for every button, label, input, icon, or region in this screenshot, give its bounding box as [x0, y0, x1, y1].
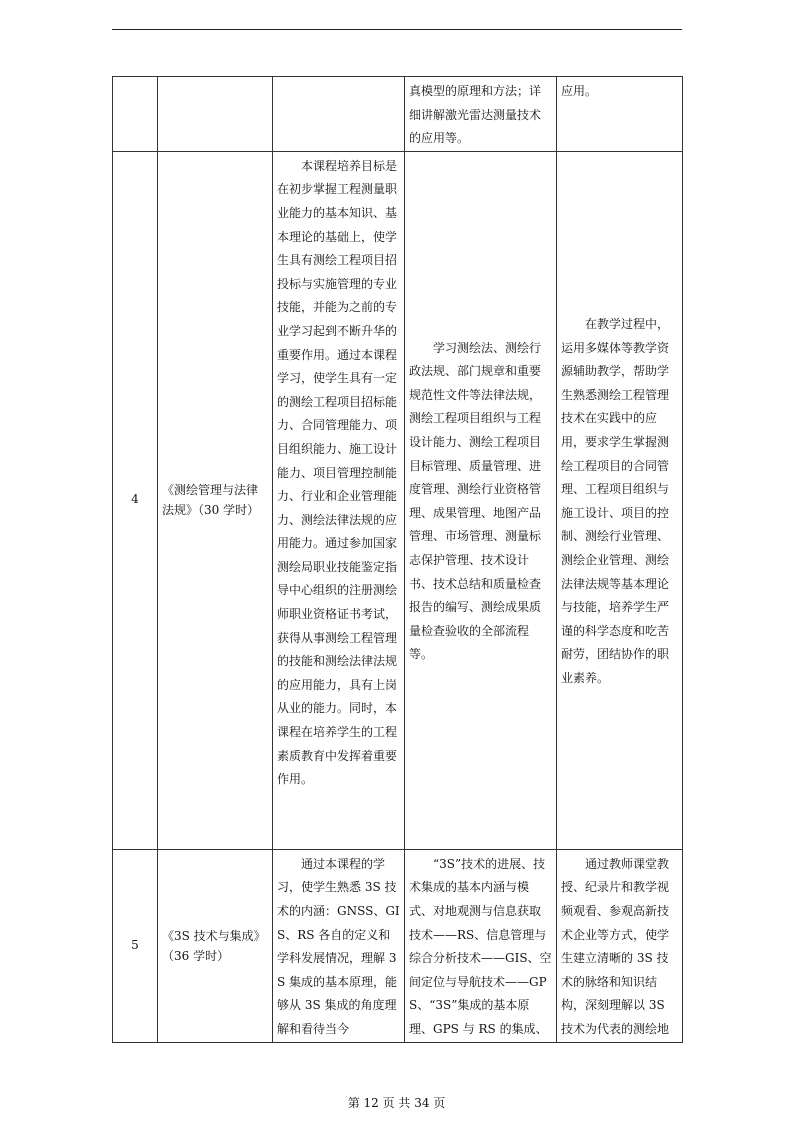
row-number-cell: 4: [113, 151, 158, 849]
course-name-cell: 《测绘管理与法律法规》（30 学时）: [158, 151, 273, 849]
course-content-cell: [405, 849, 557, 1042]
course-goal-text: 本课程培养目标是在初步掌握工程测量职业能力的基本知识、基本理论的基础上，使学生具有测绘工程项目招投标与实施管理的专业技能，并能为之前的专业学习起到不断升华的重要作用。通过本课程学习，使学生具有一定的测绘工程项目招标能力、合同管理能力、项目组织能力、施工设计能力、项目管理控制能力、行业和企业管理能力、测绘法律法规的应用能力。通过参加国家测绘局职业技能鉴定指导中心组织的注册测绘师职业资格证书考试，获得从事测绘工程管理的技能和测绘法律法规的应用能力，具有上岗从业的能力。同时，本课程在培养学生的工程素质教育中发挥着重要作用。: [277, 158, 398, 787]
course-content-cell: [405, 77, 557, 152]
table-row: [113, 849, 683, 1042]
course-goal-cell: [273, 849, 405, 1042]
course-goal-cell: [273, 151, 405, 849]
row-number-cell: 5: [113, 849, 158, 1042]
teaching-method-text: 通过教师课堂教授、纪录片和教学视频观看、参观高新技术企业等方式，使学生建立清晰的 3S 技术的脉络和知识结构，深刻理解以 3S 技术为代表的测绘地: [561, 856, 670, 1036]
teaching-method-text: 在教学过程中，运用多媒体等教学资源辅助教学，帮助学生熟悉测绘工程管理技术在实践中的应用，要求学生掌握测绘工程项目的合同管理、工程项目组织与施工设计、项目的控制、测绘行业管理、测绘企业管理、测绘法律法规等基本理论与技能，培养学生严谨的科学态度和吃苦耐劳，团结协作的职业素养。: [561, 317, 670, 685]
row-number-cell: [113, 77, 158, 152]
course-content-text: “3S”技术的进展、技术集成的基本内涵与模式、对地观测与信息获取技术——RS、信息管理与综合分析技术——GIS、空间定位与导航技术——GPS、“3S”集成的基本原理、GPS 与 RS 的集成、: [409, 856, 552, 1036]
teaching-method-text: 应用。: [561, 84, 598, 98]
header-rule: [112, 29, 682, 30]
teaching-method-cell: [557, 849, 683, 1042]
teaching-method-cell: [557, 77, 683, 152]
page-number-footer: 第 12 页 共 34 页: [347, 1096, 446, 1110]
course-content-text: 学习测绘法、测绘行政法规、部门规章和重要规范性文件等法律法规，测绘工程项目组织与工程设计能力、测绘工程项目目标管理、质量管理、进度管理、测绘行业资格管理、成果管理、地图产品管理、市场管理、测量标志保护管理、技术设计书、技术总结和质量检查报告的编写、测绘成果质量检查验收的全部流程等。: [409, 340, 542, 662]
course-name-cell: 《3S 技术与集成》（36 学时）: [158, 849, 273, 1042]
course-content-cell: [405, 151, 557, 849]
table-row: [113, 151, 683, 849]
course-name-cell: [158, 77, 273, 152]
course-goal-cell: [273, 77, 405, 152]
course-goal-text: 通过本课程的学习，使学生熟悉 3S 技术的内涵：GNSS、GIS、RS 各自的定义和学科发展情况，理解 3S 集成的基本原理，能够从 3S 集成的角度理解和看待当今: [277, 856, 400, 1036]
table-row: [113, 77, 683, 152]
curriculum-table: [112, 76, 683, 1043]
teaching-method-cell: [557, 151, 683, 849]
course-content-text: 真模型的原理和方法；详细讲解激光雷达测量技术的应用等。: [409, 84, 542, 146]
